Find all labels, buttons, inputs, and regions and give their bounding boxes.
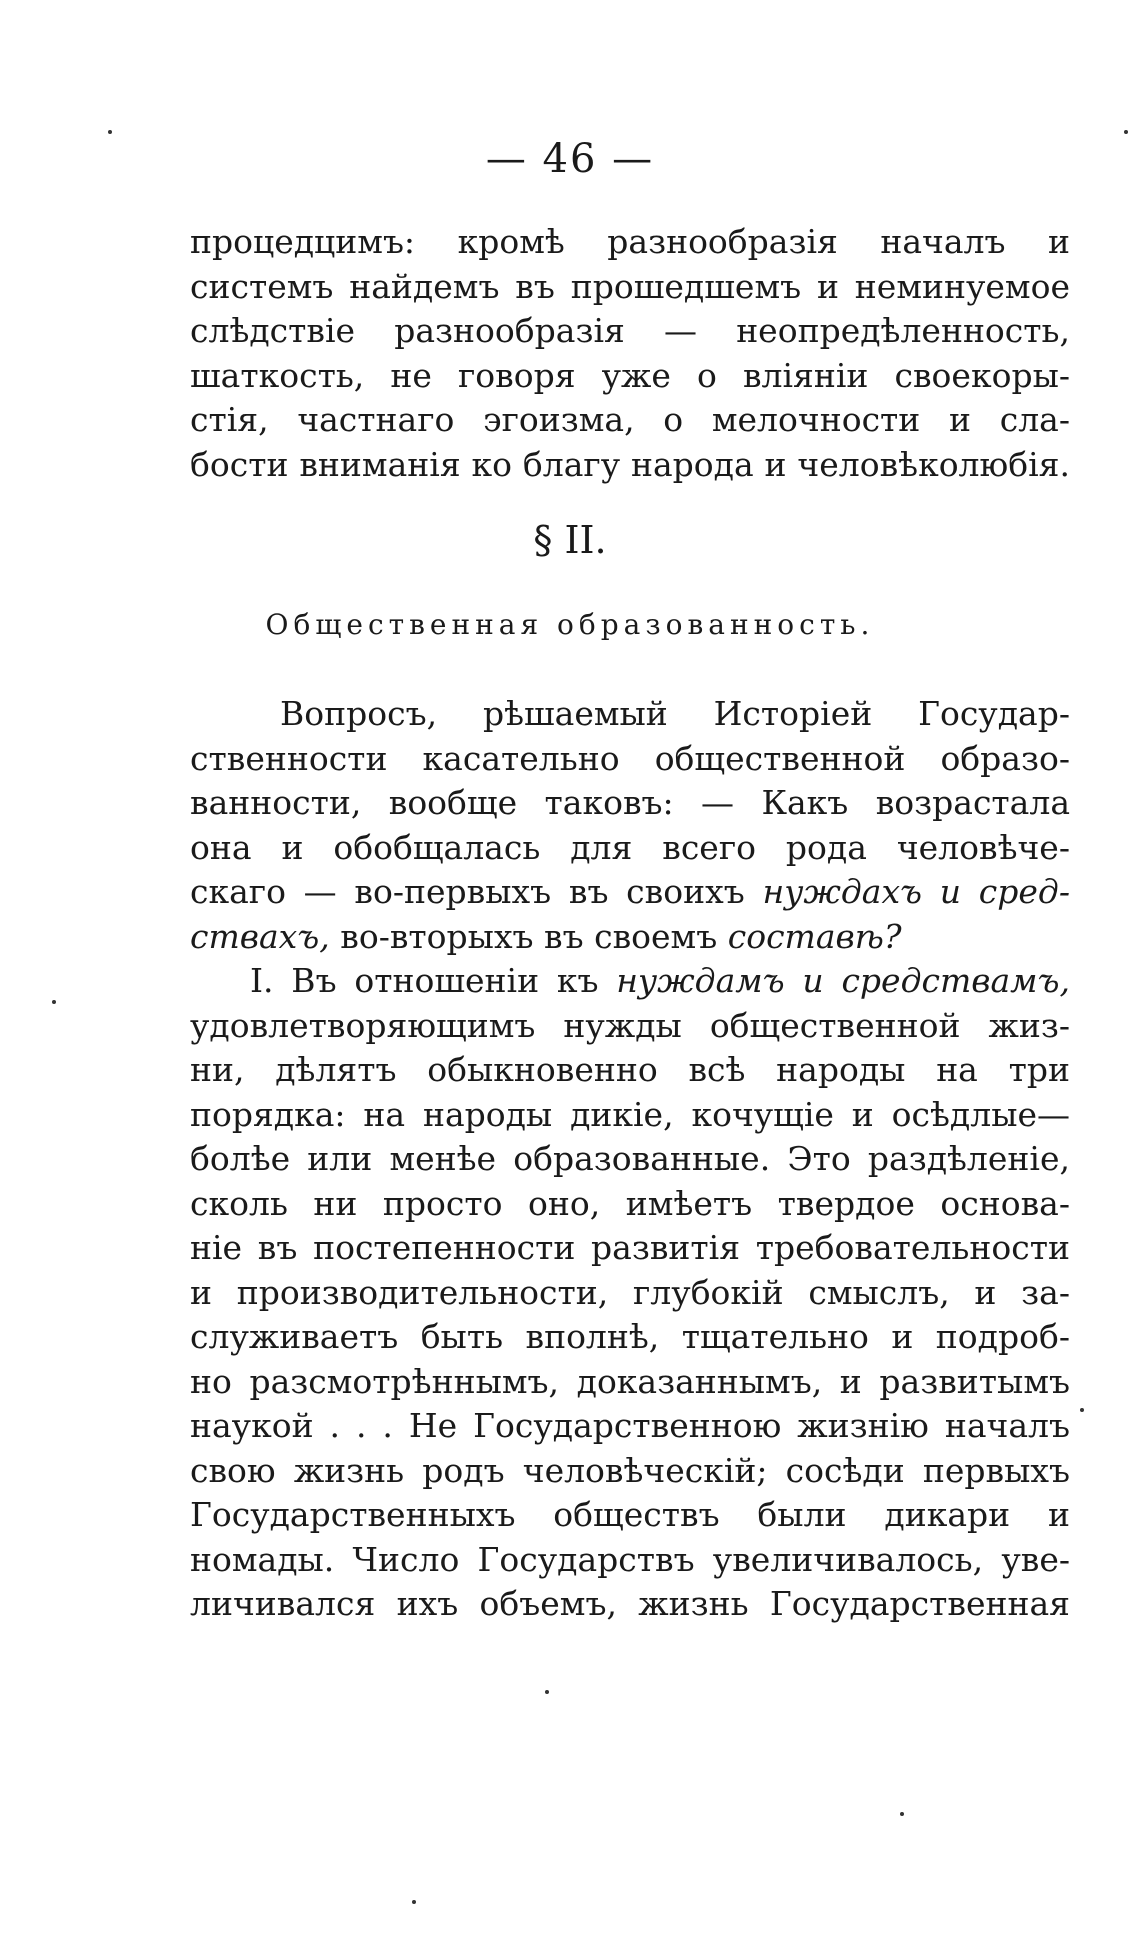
- scan-speck: [52, 1000, 56, 1004]
- scan-speck: [412, 1900, 416, 1904]
- text-line: ственности касательно общественной образо-: [190, 738, 1070, 778]
- scan-speck: [1124, 130, 1128, 134]
- text-line: Вопросъ, рѣшаемый Исторіей Государ-: [280, 694, 1070, 733]
- text-line: номады. Число Государствъ увеличивалось, уве-: [190, 1539, 1070, 1579]
- text-line: она и обобщалась для всего рода человѣче-: [190, 827, 1070, 867]
- text-line: ванности, вообще таковъ: — Какъ возрастала: [190, 783, 1070, 822]
- italic-span: ствахъ,: [190, 916, 330, 956]
- italic-span: нуждамъ и средствамъ,: [616, 961, 1070, 1000]
- text-line: служиваетъ быть вполнѣ, тщательно и подроб-: [190, 1317, 1070, 1356]
- text-line: личивался ихъ объемъ, жизнь Государственная: [190, 1584, 1070, 1623]
- text-line: ни, дѣлятъ обыкновенно всѣ народы на три: [190, 1050, 1070, 1089]
- text-span: I. Въ отношеніи къ: [250, 961, 617, 1000]
- text-line: свою жизнь родъ человѣческій; сосѣди первыхъ: [190, 1450, 1070, 1490]
- scan-speck: [1080, 1408, 1084, 1412]
- paragraph-question: [190, 692, 1070, 959]
- text-line: ніе въ постепенности развитія требовательности: [190, 1228, 1070, 1267]
- text-line: сколь ни просто оно, имѣетъ твердое основа-: [190, 1183, 1070, 1223]
- text-line: удовлетворяющимъ нужды общественной жиз-: [190, 1005, 1070, 1045]
- scan-speck: [900, 1812, 904, 1816]
- text-line: [190, 915, 1070, 960]
- text-line: системъ найдемъ въ прошедшемъ и неминуемое: [190, 266, 1070, 306]
- text-line: процедцимъ: кромѣ разнообразія началъ и: [190, 222, 1070, 261]
- text-line: Государственныхъ обществъ были дикари и: [190, 1495, 1070, 1534]
- text-line: слѣдствіе разнообразія — неопредѣленность,: [190, 311, 1070, 350]
- text-line: [190, 959, 1070, 1004]
- section-mark: § II.: [533, 518, 607, 562]
- text-line: но разсмотрѣннымъ, доказаннымъ, и развитымъ: [190, 1361, 1070, 1401]
- page-number: — 46 —: [485, 136, 655, 182]
- text-line: болѣе или менѣе образованные. Это раздѣленіе,: [190, 1139, 1070, 1178]
- text-line: наукой . . . Не Государственною жизнію началъ: [190, 1406, 1070, 1445]
- paragraph-continued: [190, 220, 1070, 487]
- italic-span: нуждахъ и сред-: [762, 872, 1070, 911]
- scan-speck: [108, 130, 112, 134]
- text-line: порядка: на народы дикіе, кочущіе и осѣдлые—: [190, 1094, 1070, 1134]
- text-line: и производительности, глубокій смыслъ, и за-: [190, 1272, 1070, 1312]
- section-title: Общественная образованность.: [265, 608, 875, 641]
- text-line: бости вниманія ко благу народа и человѣколюбія.: [190, 444, 1070, 484]
- text-line: шаткость, не говоря уже о вліяніи своекоры-: [190, 355, 1070, 395]
- text-span: скаго — во-первыхъ въ своихъ: [190, 872, 763, 911]
- paragraph-main: [190, 959, 1070, 1627]
- text-line: [190, 870, 1070, 915]
- italic-span: составѣ?: [727, 916, 902, 956]
- text-line: стія, частнаго эгоизма, о мелочности и сла-: [190, 400, 1070, 439]
- scan-speck: [545, 1690, 549, 1694]
- text-span: во-вторыхъ въ своемъ: [329, 916, 728, 956]
